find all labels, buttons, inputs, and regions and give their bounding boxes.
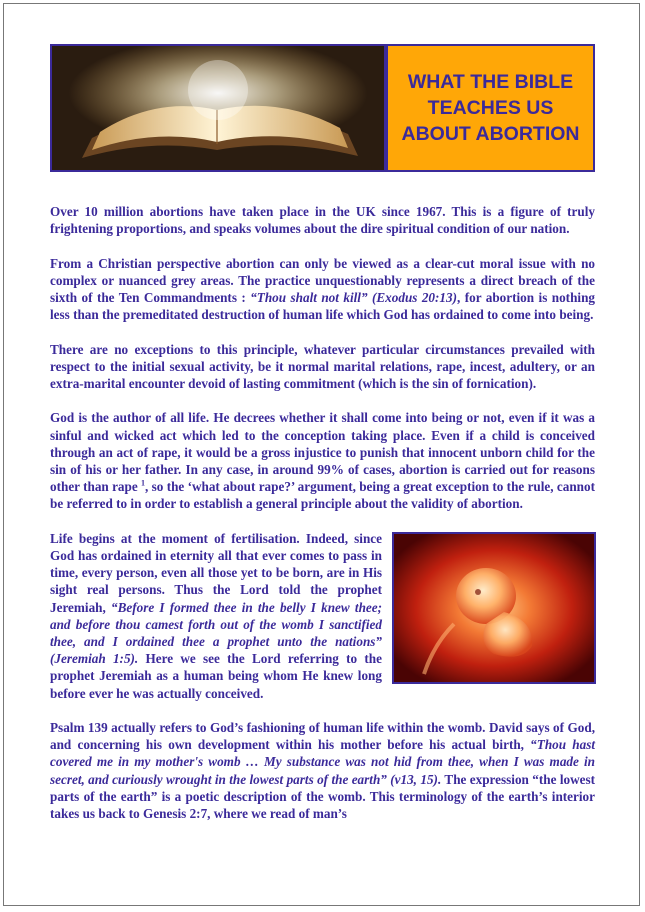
article-body bbox=[50, 203, 595, 839]
psalm-quote: “Thou hast covered me in my mother's womb … My substance was not hid from thee, when I was made in secret, and curiously wrought in the lowest parts of the earth” (v13, 15). bbox=[50, 737, 596, 787]
page-title: WHAT THE BIBLE TEACHES US ABOUT ABORTION bbox=[401, 71, 580, 145]
paragraph-4-text-b: , so the ‘what about rape?’ argument, being a great exception to the rule, cannot be referred to in order to establish a general principle about the validity of abortion. bbox=[50, 479, 595, 512]
paragraph-6-text-a: Psalm 139 actually refers to God’s fashioning of human life within the womb. David says of God, and concerning his own development within his mother before his actual birth, bbox=[50, 720, 595, 753]
bible-image bbox=[50, 44, 386, 172]
paragraph-4-text-a: God is the author of all life. He decrees whether it shall come into being or not, even if it was a sinful and wicked act which led to the conception taking place. Even if a child is conceived through an act of rape, it would be a gross injustice to punish that innocent unborn child for the sin of his or her father. In any case, in around 99% of cases, abortion is carried out for reasons other than rape bbox=[50, 410, 595, 495]
paragraph-2-text-a: From a Christian perspective abortion can only be viewed as a clear-cut moral issue with no complex or nuanced grey areas. The practice unquestionably represents a direct breach of the sixth of the Ten Commandments : bbox=[50, 255, 595, 305]
jeremiah-quote: “Before I formed thee in the belly I knew thee; and before thou camest forth out of the womb I sanctified thee, and I ordained thee a prophet unto the nations” (Jeremiah 1:5). bbox=[50, 599, 382, 667]
paragraph-6-text-b: The expression “the lowest parts of the earth” is a poetic description of the womb. This terminology of the earth’s interior takes us back to Genesis 2:7, where we read of man’s bbox=[50, 771, 595, 822]
fetus-illustration bbox=[394, 534, 594, 682]
paragraph-5-text-b: Here we see the Lord referring to the prophet Jeremiah as a human being whom He knew long before ever he was actually conceived. bbox=[50, 651, 382, 701]
title-box bbox=[386, 44, 595, 172]
open-book-illustration bbox=[52, 46, 384, 170]
paragraph-6 bbox=[50, 719, 595, 822]
footnote-marker: 1 bbox=[141, 478, 146, 488]
paragraph-2-text-b: , for abortion is nothing less than the premeditated destruction of human life which God has ordained to come into being. bbox=[50, 290, 595, 323]
fetus-image bbox=[392, 532, 596, 684]
exodus-quote: “Thou shalt not kill” (Exodus 20:13) bbox=[250, 290, 457, 305]
paragraph-4 bbox=[50, 409, 595, 512]
paragraph-5-text-a: Life begins at the moment of fertilisation. Indeed, since God has ordained in eternity all that ever comes to pass in time, every person, even all those yet to be born, are in His sight real persons. Thus the Lord told the prophet Jeremiah, bbox=[50, 530, 382, 615]
paragraph-2 bbox=[50, 255, 595, 324]
paragraph-3: There are no exceptions to this principle, whatever particular circumstances prevailed with respect to the initial sexual activity, be it normal marital relations, rape, incest, adultery, or an extra-marital encounter devoid of lasting commitment (which is the sin of fornication). bbox=[50, 341, 595, 391]
paragraph-1: Over 10 million abortions have taken place in the UK since 1967. This is a figure of truly frightening proportions, and speaks volumes about the dire spiritual condition of our nation. bbox=[50, 204, 595, 237]
